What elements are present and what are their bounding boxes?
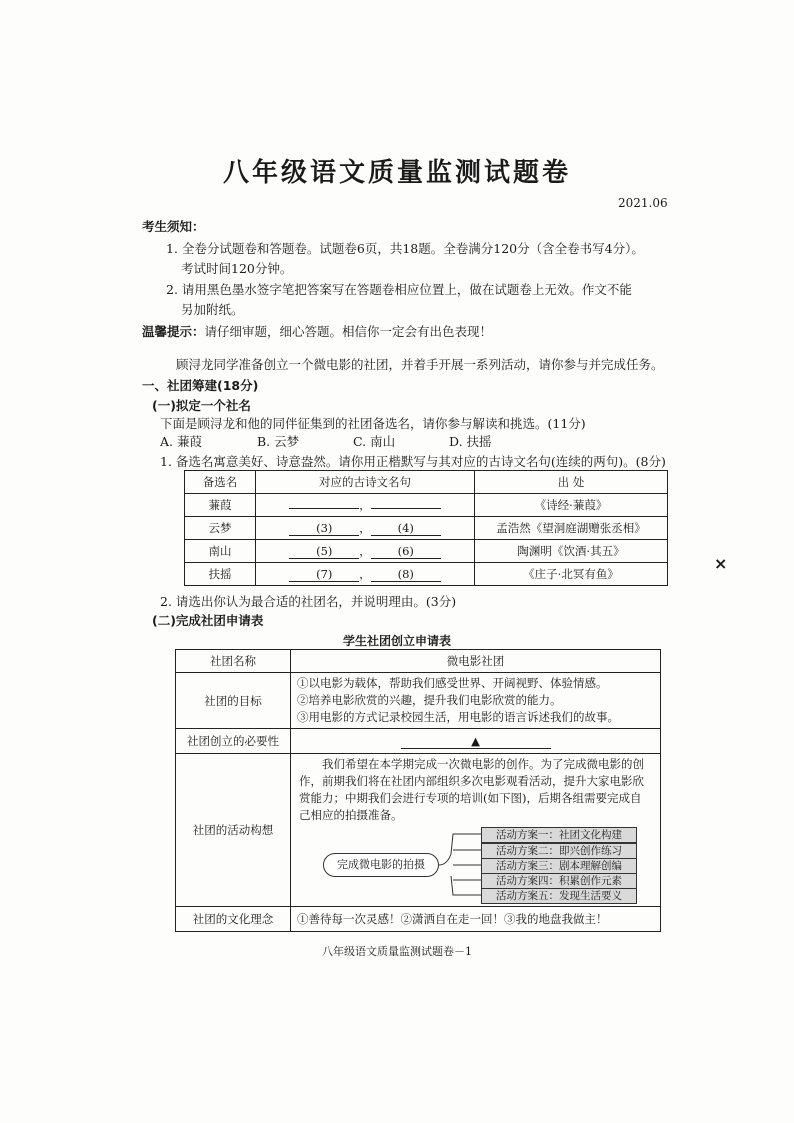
necessity-label: 社团创立的必要性: [176, 729, 291, 754]
table-row: [185, 494, 668, 517]
notice-item-1: 1. 全卷分试题卷和答题卷。试题卷6页，共18题。全卷满分120分（含全卷书写4分）。: [166, 241, 644, 256]
culture-label: 社团的文化理念: [176, 907, 291, 932]
answer-blank[interactable]: (3): [289, 521, 359, 536]
club-name-label: 社团名称: [176, 650, 291, 673]
answer-cell: (7) ， (8): [256, 563, 475, 586]
question-2: 2. 请选出你认为最合适的社团名，并说明理由。(3分): [160, 594, 457, 609]
option-c: C. 南山: [353, 434, 396, 449]
header-cell: 对应的古诗文名句: [256, 471, 475, 494]
application-title: 学生社团创立申请表: [342, 634, 451, 648]
intro-text: 顾浔龙同学准备创立一个微电影的社团，并着手开展一系列活动，请你参与并完成任务。: [176, 357, 664, 372]
activity-plan-box: 活动方案三：剧本理解创编: [481, 858, 637, 874]
tip-text: 请仔细审题，细心答题。相信你一定会有出色表现！: [204, 324, 493, 339]
poem-table: [184, 470, 668, 586]
exam-date: 2021.06: [618, 196, 668, 210]
option-b: B. 云梦: [257, 434, 300, 449]
necessity-blank[interactable]: ▲: [401, 734, 551, 749]
table-row: [185, 517, 668, 540]
header-cell: 出 处: [475, 471, 668, 494]
source-cell: 《庄子·北冥有鱼》: [475, 563, 668, 586]
diagram-center-oval: 完成微电影的拍摄: [323, 853, 439, 877]
answer-blank[interactable]: [289, 508, 359, 509]
answer-cell: ，: [256, 494, 475, 517]
table-row: [176, 907, 661, 932]
answer-cell: (3) ， (4): [256, 517, 475, 540]
candidate-name: 蒹葭: [185, 494, 256, 517]
notice-item-2-cont: 另加附纸。: [181, 302, 244, 317]
answer-blank[interactable]: (4): [371, 521, 441, 536]
table-row: [176, 650, 661, 673]
source-cell: 《诗经·蒹葭》: [475, 494, 668, 517]
candidate-name: 扶摇: [185, 563, 256, 586]
activity-plan-box: 活动方案二：即兴创作练习: [481, 843, 637, 859]
answer-blank[interactable]: (7): [289, 567, 359, 582]
necessity-answer[interactable]: [291, 729, 661, 754]
close-icon[interactable]: ×: [714, 554, 728, 573]
options-row: [160, 432, 492, 450]
club-goal-list: [291, 673, 661, 729]
table-row: [185, 563, 668, 586]
option-d: D. 扶摇: [449, 434, 492, 449]
notice-item-1-cont: 考试时间120分钟。: [181, 261, 293, 276]
part-1-desc: 下面是顾浔龙和他的同伴征集到的社团备选名，请你参与解读和挑选。(11分): [160, 416, 586, 431]
answer-cell: (5) ， (6): [256, 540, 475, 563]
candidate-name: 南山: [185, 540, 256, 563]
activity-cell: [291, 754, 661, 907]
header-cell: 备选名: [185, 471, 256, 494]
table-row: [176, 729, 661, 754]
answer-blank[interactable]: (6): [371, 544, 441, 559]
notice-item-2: 2. 请用黑色墨水签字笔把答案写在答题卷相应位置上，做在试题卷上无效。作文不能: [166, 282, 632, 297]
activity-label: 社团的活动构想: [176, 754, 291, 907]
table-row: [176, 673, 661, 729]
activity-plan-box: 活动方案一：社团文化构建: [481, 827, 637, 843]
part-2-heading: (二)完成社团申请表: [152, 613, 264, 628]
option-a: A. 蒹葭: [160, 434, 202, 449]
question-1: 1. 备选名寓意美好、诗意盎然。请你用正楷默写与其对应的古诗文名句(连续的两句)。(8分): [160, 454, 666, 469]
source-cell: 陶渊明《饮酒·其五》: [475, 540, 668, 563]
part-1-heading: (一)拟定一个社名: [152, 398, 251, 413]
culture-value: ①善待每一次灵感！②潇洒自在走一回！③我的地盘我做主！: [291, 907, 661, 932]
answer-blank[interactable]: [371, 508, 441, 509]
page-title: 八年级语文质量监测试题卷: [222, 158, 571, 188]
table-row: [185, 540, 668, 563]
candidate-name: 云梦: [185, 517, 256, 540]
table-row: [176, 754, 661, 907]
tip-label: 温馨提示：: [142, 324, 205, 339]
activity-plan-box: 活动方案五：发现生活要义: [481, 888, 637, 904]
application-table: [175, 649, 661, 932]
goal-item: ①以电影为载体，帮助我们感受世界、开阔视野、体验情感。: [297, 676, 608, 690]
club-goal-label: 社团的目标: [176, 673, 291, 729]
activity-text: 我们希望在本学期完成一次微电影的创作。为了完成微电影的创作，前期我们将在社团内部组织多次电影观看活动，提升大家电影欣赏能力；中期我们会进行专项的培训(如下图)，后期各组需要完成自己相应的拍摄准备。: [299, 757, 644, 822]
answer-blank[interactable]: (5): [289, 544, 359, 559]
goal-item: ③用电影的方式记录校园生活，用电影的语言诉述我们的故事。: [297, 710, 619, 724]
answer-blank[interactable]: (8): [371, 567, 441, 582]
notice-heading: 考生须知：: [142, 219, 205, 234]
poem-table-header: [185, 471, 668, 494]
tip-line: [142, 322, 492, 340]
section-1-heading: 一、社团筹建(18分): [142, 378, 259, 393]
activity-plan-box: 活动方案四：积累创作元素: [481, 873, 637, 889]
club-name-value: 微电影社团: [291, 650, 661, 673]
source-cell: 孟浩然《望洞庭湖赠张丞相》: [475, 517, 668, 540]
goal-item: ②培养电影欣赏的兴趣，提升我们电影欣赏的能力。: [297, 693, 562, 707]
page-footer: 八年级语文质量监测试题卷－1: [322, 945, 472, 958]
